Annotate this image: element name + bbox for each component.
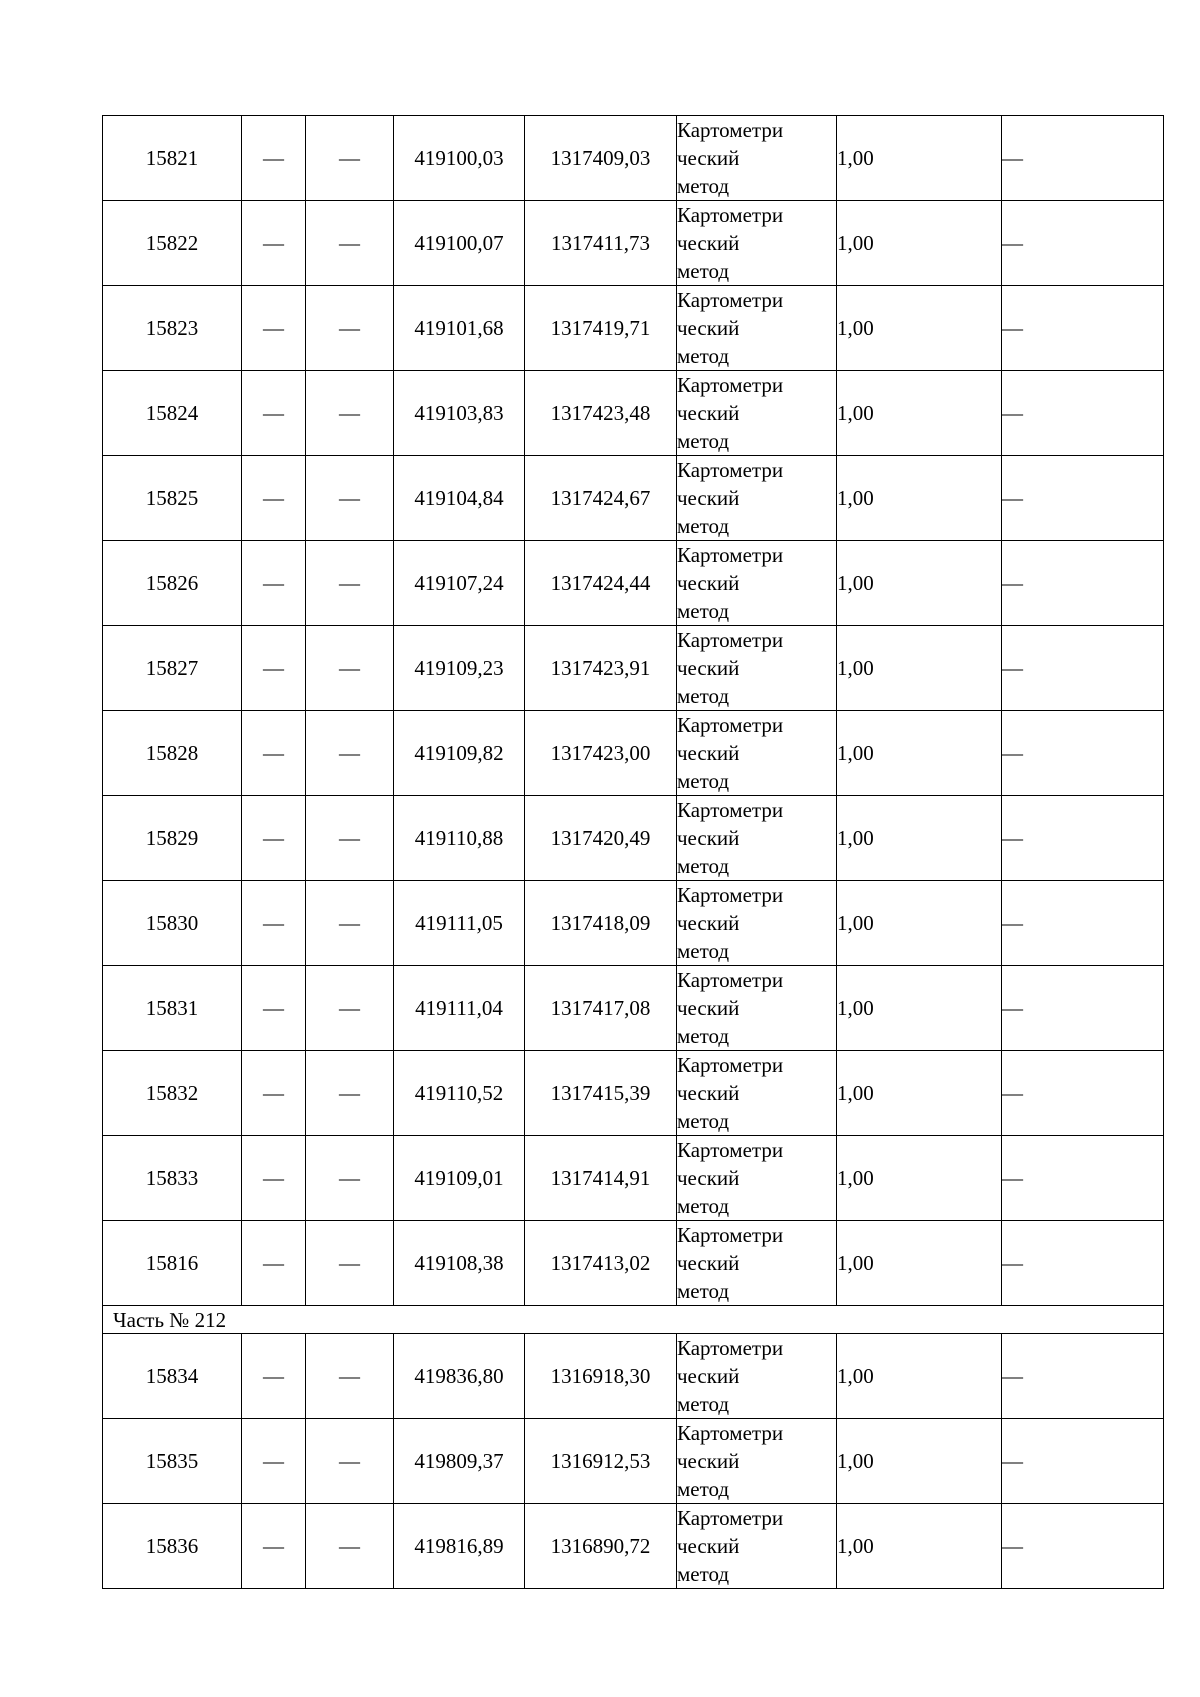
accuracy-cell: 1,00 — [837, 1136, 1002, 1221]
section-label: Часть № 212 — [103, 1306, 1164, 1334]
table-row — [103, 626, 1164, 711]
method-text-line: метод — [677, 1194, 730, 1218]
point-number-cell: 15821 — [103, 116, 242, 201]
y-coordinate-cell: 1317423,00 — [525, 711, 677, 796]
y-coordinate-cell: 1317409,03 — [525, 116, 677, 201]
method-text-line: ческий — [677, 1449, 740, 1473]
accuracy-cell: 1,00 — [837, 626, 1002, 711]
method-text-line: ческий — [677, 231, 740, 255]
method-text-line: ческий — [677, 1166, 740, 1190]
y-coordinate-cell: 1317423,91 — [525, 626, 677, 711]
method-text-line: ческий — [677, 486, 740, 510]
description-cell: — — [1002, 1136, 1164, 1221]
method-text-line: метод — [677, 1024, 730, 1048]
table-row — [103, 1419, 1164, 1504]
method-text-line: ческий — [677, 1251, 740, 1275]
method-cell — [677, 286, 837, 371]
point-number-cell: 15829 — [103, 796, 242, 881]
description-cell: — — [1002, 116, 1164, 201]
x-coordinate-cell: 419111,05 — [394, 881, 525, 966]
point-number-cell: 15816 — [103, 1221, 242, 1306]
empty-coordinate-cell: — — [242, 1051, 306, 1136]
empty-coordinate-cell: — — [242, 626, 306, 711]
accuracy-cell: 1,00 — [837, 966, 1002, 1051]
method-cell — [677, 626, 837, 711]
point-number-cell: 15822 — [103, 201, 242, 286]
point-number-cell: 15832 — [103, 1051, 242, 1136]
x-coordinate-cell: 419809,37 — [394, 1419, 525, 1504]
empty-coordinate-cell: — — [306, 1051, 394, 1136]
empty-coordinate-cell: — — [306, 626, 394, 711]
point-number-cell: 15823 — [103, 286, 242, 371]
method-text-line: Картометри — [677, 543, 784, 567]
description-cell: — — [1002, 456, 1164, 541]
empty-coordinate-cell: — — [306, 881, 394, 966]
method-text-line: Картометри — [677, 1421, 784, 1445]
table-row — [103, 1136, 1164, 1221]
method-text-line: метод — [677, 1477, 730, 1501]
empty-coordinate-cell: — — [242, 201, 306, 286]
x-coordinate-cell: 419101,68 — [394, 286, 525, 371]
method-cell — [677, 1419, 837, 1504]
accuracy-cell: 1,00 — [837, 1334, 1002, 1419]
table-row — [103, 966, 1164, 1051]
x-coordinate-cell: 419100,03 — [394, 116, 525, 201]
accuracy-cell: 1,00 — [837, 201, 1002, 286]
table-row — [103, 1221, 1164, 1306]
accuracy-cell: 1,00 — [837, 1504, 1002, 1589]
accuracy-cell: 1,00 — [837, 1051, 1002, 1136]
x-coordinate-cell: 419107,24 — [394, 541, 525, 626]
table-row — [103, 711, 1164, 796]
table-row — [103, 1504, 1164, 1589]
method-cell — [677, 796, 837, 881]
empty-coordinate-cell: — — [242, 1136, 306, 1221]
method-text-line: метод — [677, 429, 730, 453]
point-number-cell: 15830 — [103, 881, 242, 966]
y-coordinate-cell: 1317424,67 — [525, 456, 677, 541]
method-text-line: Картометри — [677, 968, 784, 992]
empty-coordinate-cell: — — [242, 881, 306, 966]
method-text-line: Картометри — [677, 883, 784, 907]
empty-coordinate-cell: — — [306, 1221, 394, 1306]
method-text-line: метод — [677, 174, 730, 198]
method-text-line: метод — [677, 684, 730, 708]
section-header-row — [103, 1306, 1164, 1334]
table-row — [103, 1051, 1164, 1136]
y-coordinate-cell: 1317413,02 — [525, 1221, 677, 1306]
method-text-line: ческий — [677, 1364, 740, 1388]
method-text-line: Картометри — [677, 288, 784, 312]
method-text-line: метод — [677, 1109, 730, 1133]
empty-coordinate-cell: — — [306, 201, 394, 286]
table-row — [103, 116, 1164, 201]
method-cell — [677, 201, 837, 286]
empty-coordinate-cell: — — [306, 286, 394, 371]
point-number-cell: 15835 — [103, 1419, 242, 1504]
method-cell — [677, 711, 837, 796]
point-number-cell: 15827 — [103, 626, 242, 711]
y-coordinate-cell: 1317419,71 — [525, 286, 677, 371]
x-coordinate-cell: 419109,01 — [394, 1136, 525, 1221]
method-cell — [677, 371, 837, 456]
description-cell: — — [1002, 881, 1164, 966]
method-text-line: Картометри — [677, 1053, 784, 1077]
empty-coordinate-cell: — — [306, 371, 394, 456]
method-text-line: метод — [677, 1279, 730, 1303]
method-text-line: Картометри — [677, 1336, 784, 1360]
method-cell — [677, 1334, 837, 1419]
method-cell — [677, 881, 837, 966]
method-text-line: метод — [677, 344, 730, 368]
method-text-line: метод — [677, 514, 730, 538]
empty-coordinate-cell: — — [242, 371, 306, 456]
method-text-line: ческий — [677, 826, 740, 850]
method-text-line: Картометри — [677, 458, 784, 482]
coordinates-table — [102, 115, 1164, 1589]
table-row — [103, 796, 1164, 881]
description-cell: — — [1002, 541, 1164, 626]
method-text-line: метод — [677, 259, 730, 283]
method-cell — [677, 116, 837, 201]
y-coordinate-cell: 1316918,30 — [525, 1334, 677, 1419]
empty-coordinate-cell: — — [306, 1136, 394, 1221]
point-number-cell: 15836 — [103, 1504, 242, 1589]
empty-coordinate-cell: — — [242, 286, 306, 371]
empty-coordinate-cell: — — [242, 1334, 306, 1419]
method-text-line: Картометри — [677, 373, 784, 397]
accuracy-cell: 1,00 — [837, 881, 1002, 966]
y-coordinate-cell: 1317423,48 — [525, 371, 677, 456]
empty-coordinate-cell: — — [242, 1221, 306, 1306]
method-text-line: ческий — [677, 741, 740, 765]
empty-coordinate-cell: — — [242, 1504, 306, 1589]
table-body — [103, 116, 1164, 1589]
method-text-line: ческий — [677, 911, 740, 935]
method-text-line: ческий — [677, 401, 740, 425]
y-coordinate-cell: 1316912,53 — [525, 1419, 677, 1504]
method-text-line: ческий — [677, 146, 740, 170]
point-number-cell: 15825 — [103, 456, 242, 541]
method-text-line: ческий — [677, 996, 740, 1020]
method-text-line: метод — [677, 939, 730, 963]
point-number-cell: 15834 — [103, 1334, 242, 1419]
x-coordinate-cell: 419104,84 — [394, 456, 525, 541]
table-row — [103, 371, 1164, 456]
empty-coordinate-cell: — — [306, 796, 394, 881]
table-row — [103, 541, 1164, 626]
method-text-line: Картометри — [677, 1223, 784, 1247]
empty-coordinate-cell: — — [306, 711, 394, 796]
table-row — [103, 1334, 1164, 1419]
description-cell: — — [1002, 1051, 1164, 1136]
method-text-line: метод — [677, 599, 730, 623]
method-cell — [677, 1136, 837, 1221]
empty-coordinate-cell: — — [306, 456, 394, 541]
point-number-cell: 15824 — [103, 371, 242, 456]
accuracy-cell: 1,00 — [837, 711, 1002, 796]
description-cell: — — [1002, 626, 1164, 711]
description-cell: — — [1002, 1334, 1164, 1419]
description-cell: — — [1002, 796, 1164, 881]
method-cell — [677, 541, 837, 626]
y-coordinate-cell: 1317424,44 — [525, 541, 677, 626]
method-text-line: Картометри — [677, 1506, 784, 1530]
table-row — [103, 201, 1164, 286]
empty-coordinate-cell: — — [242, 796, 306, 881]
method-text-line: ческий — [677, 1534, 740, 1558]
description-cell: — — [1002, 1504, 1164, 1589]
accuracy-cell: 1,00 — [837, 1221, 1002, 1306]
x-coordinate-cell: 419109,23 — [394, 626, 525, 711]
accuracy-cell: 1,00 — [837, 286, 1002, 371]
document-page — [102, 115, 1163, 1589]
method-text-line: ческий — [677, 656, 740, 680]
x-coordinate-cell: 419103,83 — [394, 371, 525, 456]
y-coordinate-cell: 1316890,72 — [525, 1504, 677, 1589]
method-text-line: ческий — [677, 1081, 740, 1105]
y-coordinate-cell: 1317418,09 — [525, 881, 677, 966]
method-cell — [677, 1221, 837, 1306]
method-cell — [677, 456, 837, 541]
description-cell: — — [1002, 371, 1164, 456]
method-cell — [677, 1051, 837, 1136]
empty-coordinate-cell: — — [242, 966, 306, 1051]
description-cell: — — [1002, 1221, 1164, 1306]
table-row — [103, 286, 1164, 371]
method-text-line: Картометри — [677, 118, 784, 142]
method-text-line: ческий — [677, 316, 740, 340]
method-cell — [677, 1504, 837, 1589]
x-coordinate-cell: 419111,04 — [394, 966, 525, 1051]
description-cell: — — [1002, 201, 1164, 286]
table-row — [103, 456, 1164, 541]
point-number-cell: 15833 — [103, 1136, 242, 1221]
accuracy-cell: 1,00 — [837, 1419, 1002, 1504]
accuracy-cell: 1,00 — [837, 116, 1002, 201]
method-text-line: Картометри — [677, 628, 784, 652]
empty-coordinate-cell: — — [242, 116, 306, 201]
method-text-line: метод — [677, 854, 730, 878]
description-cell: — — [1002, 1419, 1164, 1504]
x-coordinate-cell: 419110,88 — [394, 796, 525, 881]
method-cell — [677, 966, 837, 1051]
y-coordinate-cell: 1317415,39 — [525, 1051, 677, 1136]
method-text-line: Картометри — [677, 713, 784, 737]
description-cell: — — [1002, 966, 1164, 1051]
x-coordinate-cell: 419109,82 — [394, 711, 525, 796]
empty-coordinate-cell: — — [306, 541, 394, 626]
empty-coordinate-cell: — — [306, 1334, 394, 1419]
point-number-cell: 15826 — [103, 541, 242, 626]
empty-coordinate-cell: — — [242, 711, 306, 796]
empty-coordinate-cell: — — [306, 116, 394, 201]
description-cell: — — [1002, 711, 1164, 796]
method-text-line: ческий — [677, 571, 740, 595]
empty-coordinate-cell: — — [306, 966, 394, 1051]
point-number-cell: 15831 — [103, 966, 242, 1051]
method-text-line: Картометри — [677, 203, 784, 227]
empty-coordinate-cell: — — [242, 1419, 306, 1504]
y-coordinate-cell: 1317420,49 — [525, 796, 677, 881]
y-coordinate-cell: 1317417,08 — [525, 966, 677, 1051]
description-cell: — — [1002, 286, 1164, 371]
method-text-line: Картометри — [677, 798, 784, 822]
table-row — [103, 881, 1164, 966]
empty-coordinate-cell: — — [242, 541, 306, 626]
y-coordinate-cell: 1317414,91 — [525, 1136, 677, 1221]
x-coordinate-cell: 419110,52 — [394, 1051, 525, 1136]
method-text-line: метод — [677, 1562, 730, 1586]
method-text-line: Картометри — [677, 1138, 784, 1162]
x-coordinate-cell: 419816,89 — [394, 1504, 525, 1589]
method-text-line: метод — [677, 769, 730, 793]
x-coordinate-cell: 419836,80 — [394, 1334, 525, 1419]
empty-coordinate-cell: — — [242, 456, 306, 541]
y-coordinate-cell: 1317411,73 — [525, 201, 677, 286]
empty-coordinate-cell: — — [306, 1419, 394, 1504]
method-text-line: метод — [677, 1392, 730, 1416]
empty-coordinate-cell: — — [306, 1504, 394, 1589]
x-coordinate-cell: 419100,07 — [394, 201, 525, 286]
accuracy-cell: 1,00 — [837, 541, 1002, 626]
accuracy-cell: 1,00 — [837, 796, 1002, 881]
accuracy-cell: 1,00 — [837, 456, 1002, 541]
x-coordinate-cell: 419108,38 — [394, 1221, 525, 1306]
accuracy-cell: 1,00 — [837, 371, 1002, 456]
point-number-cell: 15828 — [103, 711, 242, 796]
